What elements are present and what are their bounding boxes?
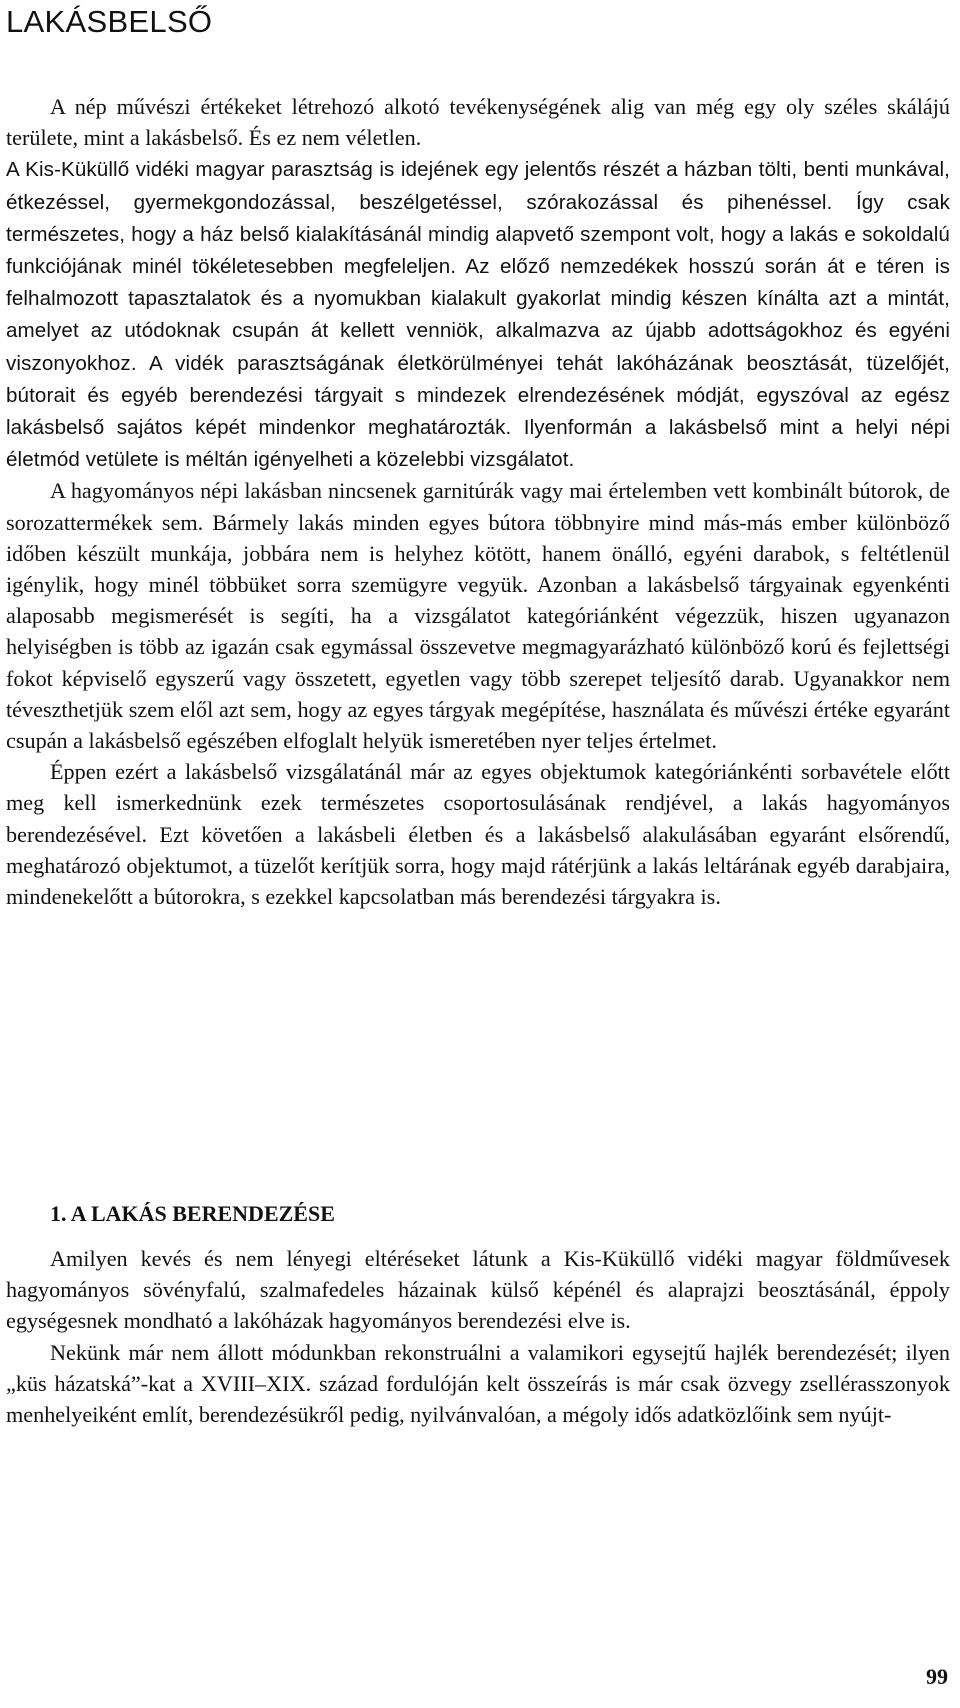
intro-sentence-sans: A Kis-Küküllő vidéki magyar parasztság is idejének egy jelentős részét a házban tölti, benti munkával, étkezéssel, gyermekgondozással, beszélgetéssel, szórakozással és pihenéssel. Így csak természetes, hogy a ház belső kialakításánál mindig alapvető szempont volt, hogy a lakás e sokoldalú funkciójának minél tökéletesebben megfeleljen. Az előző nemzedékek hosszú során át e téren is felhalmozott tapasztalatok és a nyomukban kialakult gyakorlat mindig készen kínálta azt a mintát, amelyet az utódoknak csupán át kellett venniök, alkalmazva az újabb adottságokhoz és egyéni viszonyokhoz. A vidék parasztságának életkörülményei tehát lakóházának beosztását, tüzelőjét, bútorait és egyéb berendezési tárgyait s mindezek elrendezésének módját, egyszóval az egész lakásbelső sajátos képét mindenkor meghatározták. Ilyenformán a lakásbelső mint a helyi népi életmód vetülete is méltán igényelheti a közelebbi vizsgálatot.: [6, 158, 950, 472]
page-number: 99: [926, 1664, 948, 1689]
intro-paragraph: [6, 91, 950, 475]
section-paragraph-2: Nekünk már nem állott módunkban rekonstruálni a valamikori egysejtű hajlék berendezését; ilyen „küs házatská”-kat a XVIII–XIX. század fordulóján kelt összeírás is már csak özvegy zsellérasszonyok menhelyeiként említ, berendezésükről pedig, nyilvánvalóan, a mégoly idős adatközlőink sem nyújt-: [6, 1339, 950, 1428]
intro-sentence-serif: A nép művészi értékeket létrehozó alkotó tevékenységének alig van még egy oly széles skálájú területe, mint a lakásbelső. És ez nem véletlen.: [6, 94, 950, 151]
section-paragraph-1: Amilyen kevés és nem lényegi eltéréseket látunk a Kis-Küküllő vidéki magyar földművesek hagyományos sövényfalú, szalmafedeles házainak külső képénél és alaprajzi beosztásánál, éppoly egységesnek mondható a lakóházak hagyományos berendezési elve is.: [6, 1246, 950, 1334]
section-title: 1. A LAKÁS BERENDEZÉSE: [50, 1201, 335, 1226]
section-text: [6, 1243, 950, 1430]
intro-text: [6, 91, 950, 912]
paragraph-garnitures: A hagyományos népi lakásban nincsenek garnitúrák vagy mai értelemben vett kombinált bútorok, de sorozattermékek sem. Bármely lakás minden egyes bútora többnyire mind más-más ember különböző időben készült munkája, jobbára nem is helyhez kötött, hanem önálló, egyéni darabok, s feltétlenül igénylik, hogy minél többüket sorra szemügyre vegyük. Azonban a lakásbelső tárgyainak egyenkénti alaposabb megismerését is segíti, ha a vizsgálatot kategóriánként végezzük, hiszen ugyanazon helyiségben is több az igazán csak egymással összevetve megmagyarázható különböző korú és fejlettségi fokot képviselő egyszerű vagy összetett, egyetlen vagy több szerepet teljesítő darab. Ugyanakkor nem téveszthetjük szem elől azt sem, hogy az egyes tárgyak megépítése, használata és művészi értéke egyaránt csupán a lakásbelső egészében elfoglalt helyük ismeretében nyer teljes értelmet.: [6, 478, 950, 754]
chapter-title: LAKÁSBELSŐ: [6, 4, 213, 39]
paragraph-categories: Éppen ezért a lakásbelső vizsgálatánál már az egyes objektumok kategóriánkénti sorbavétele előtt meg kell ismerkednünk ezek természetes csoportosulásának rendjével, a lakás hagyományos berendezésével. Ezt követően a lakásbeli életben és a lakásbelső alakulásában egyaránt elsőrendű, meghatározó objektumot, a tüzelőt kerítjük sorra, hogy majd rátérjünk a lakás leltárának egyéb darabjaira, mindenekelőtt a bútorokra, s ezekkel kapcsolatban más berendezési tárgyakra is.: [6, 759, 950, 910]
